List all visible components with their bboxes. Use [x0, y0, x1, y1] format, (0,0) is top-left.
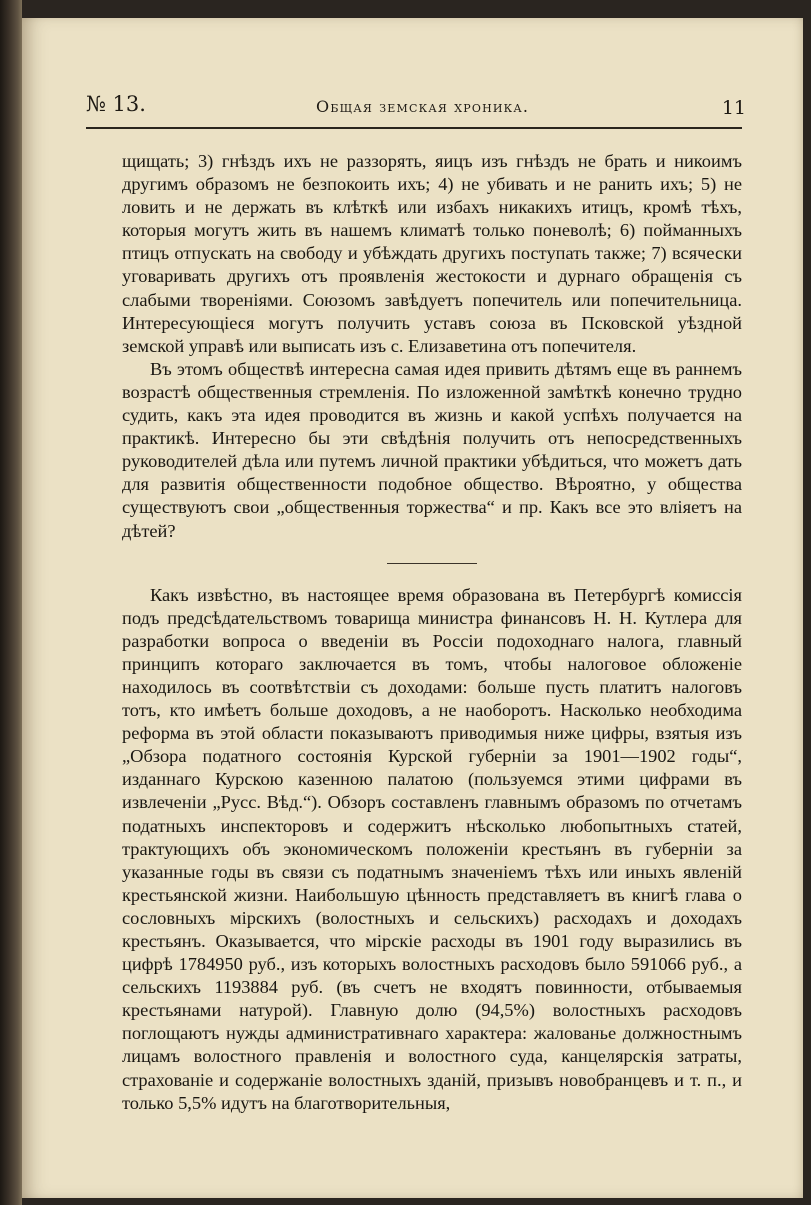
article-body: [122, 150, 742, 1115]
section-separator: [387, 563, 477, 564]
paragraph-3: Какъ извѣстно, въ настоящее время образована въ Петербургѣ комиссія подъ предсѣдательствомъ товарища министра финансовъ Н. Н. Кутлера для разработки вопроса о введеніи въ Россіи подоходнаго налога, главный принципъ котораго заключается въ томъ, чтобы налоговое обложеніе находилось въ соотвѣтствіи съ доходами: больше пусть платитъ налоговъ тотъ, кто имѣетъ больше доходовъ, а не наоборотъ. Насколько необходима реформа въ этой области показываютъ приводимыя ниже цифры, взятыя изъ „Обзора податного состоянія Курской губерніи за 1901—1902 годы“, изданнаго Курскою казенною палатою (пользуемся этими цифрами въ извлеченіи „Русс. Вѣд.“). Обзоръ составленъ главнымъ образомъ по отчетамъ податныхъ инспекторовъ и содержитъ нѣсколько любопытныхъ статей, трактующихъ объ экономическомъ положеніи крестьянъ въ губерніи за указанные годы въ связи съ податнымъ значеніемъ тѣхъ или иныхъ явленій крестьянской жизни. Наибольшую цѣнность представляетъ въ книгѣ глава о сословныхъ мірскихъ (волостныхъ и сельскихъ) расходахъ и доходахъ крестьянъ. Оказывается, что мірскіе расходы въ 1901 году выразились въ цифрѣ 1784950 руб., изъ которыхъ волостныхъ расходовъ было 591066 руб., а сельскихъ 1193884 руб. (въ счетъ не входятъ повинности, отбываемыя крестьянами натурой). Главную долю (94,5%) волостныхъ расходовъ поглощаютъ нужды административнаго характера: жалованье должностнымъ лицамъ волостного правленія и волостного суда, канцелярскія затраты, страхованіе и содержаніе волостныхъ зданій, призывъ новобранцевъ и т. п., и только 5,5% идутъ на благотворительныя,: [122, 584, 742, 1113]
book-spine: [0, 0, 22, 1205]
paragraph-2: Въ этомъ обществѣ интересна самая идея привить дѣтямъ еще въ раннемъ возрастѣ общественныя стремленія. По изложенной замѣткѣ конечно трудно судить, какъ эта идея проводится въ жизнь и какой успѣхъ получается на практикѣ. Интересно бы эти свѣдѣнія получить отъ непосредственныхъ руководителей дѣла или путемъ личной практики убѣдиться, что можетъ дать для развитія общественности подобное общество. Вѣроятно, у общества существуютъ свои „общественныя торжества“ и пр. Какъ все это вліяетъ на дѣтей?: [122, 358, 742, 541]
paragraph-1: щищать; 3) гнѣздъ ихъ не раззорять, яицъ изъ гнѣздъ не брать и никоимъ другимъ образомъ не безпокоить ихъ; 4) не убивать и не ранить ихъ; 5) не ловить и не держать въ клѣткѣ или избахъ никакихъ итицъ, кромѣ тѣхъ, которыя могутъ жить въ нашемъ климатѣ только поневолѣ; 6) пойманныхъ птицъ отпускать на свободу и убѣждать другихъ поступать также; 7) всячески уговаривать другихъ отъ проявленія жестокости и дурнаго обращенія съ слабыми твореніями. Союзомъ завѣдуетъ попечитель или попечительница. Интересующіеся могутъ получить уставъ союза въ Псковской уѣздной земской управѣ или выписать изъ с. Елизаветина отъ попечителя.: [122, 151, 742, 356]
running-header: [86, 92, 746, 122]
page-number: 11: [721, 97, 746, 119]
issue-number: № 13.: [86, 92, 146, 116]
running-title: Общая земская хроника.: [316, 97, 530, 116]
header-rule: [86, 127, 742, 129]
